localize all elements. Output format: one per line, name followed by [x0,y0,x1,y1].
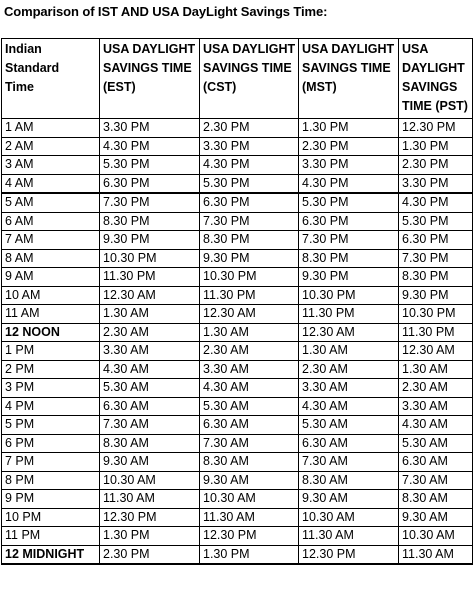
cst-cell: 5.30 AM [200,397,299,416]
ist-cell: 4 PM [2,397,100,416]
pst-cell: 6.30 PM [399,231,473,250]
mst-cell: 3.30 PM [299,156,399,175]
mst-cell: 12.30 AM [299,323,399,342]
pst-cell: 11.30 AM [399,545,473,564]
cst-cell: 2.30 AM [200,342,299,361]
est-cell: 10.30 PM [100,249,200,268]
est-cell: 4.30 AM [100,360,200,379]
pst-cell: 2.30 AM [399,379,473,398]
table-row [2,156,473,175]
ist-cell: 5 AM [2,193,100,212]
table-row [2,490,473,509]
cst-cell: 8.30 PM [200,231,299,250]
ist-cell: 11 AM [2,305,100,324]
header-mst [299,39,399,119]
mst-cell: 11.30 PM [299,305,399,324]
cst-cell: 10.30 AM [200,490,299,509]
ist-cell: 9 PM [2,490,100,509]
table-row [2,360,473,379]
ist-cell: 7 PM [2,453,100,472]
mst-cell: 9.30 AM [299,490,399,509]
est-cell: 7.30 AM [100,416,200,435]
table-row [2,231,473,250]
est-cell: 9.30 AM [100,453,200,472]
ist-cell: 8 PM [2,471,100,490]
table-row [2,342,473,361]
header-line: SAVINGS [402,80,458,94]
table-row [2,323,473,342]
ist-cell: 1 PM [2,342,100,361]
mst-cell: 7.30 PM [299,231,399,250]
cst-cell: 7.30 AM [200,434,299,453]
table-row [2,286,473,305]
pst-cell: 4.30 AM [399,416,473,435]
header-line: (CST) [203,80,237,94]
table-row [2,268,473,287]
header-line: SAVINGS TIME [302,61,391,75]
table-row [2,174,473,193]
pst-cell: 7.30 PM [399,249,473,268]
table-row [2,434,473,453]
header-est [100,39,200,119]
est-cell: 2.30 PM [100,545,200,564]
pst-cell: 3.30 PM [399,174,473,193]
mst-cell: 8.30 PM [299,249,399,268]
cst-cell: 9.30 AM [200,471,299,490]
cst-cell: 1.30 PM [200,545,299,564]
est-cell: 1.30 AM [100,305,200,324]
ist-cell: 5 PM [2,416,100,435]
mst-cell: 5.30 PM [299,193,399,212]
pst-cell: 9.30 AM [399,508,473,527]
header-line: USA DAYLIGHT [302,42,395,56]
pst-cell: 12.30 AM [399,342,473,361]
pst-cell: 8.30 AM [399,490,473,509]
cst-cell: 6.30 AM [200,416,299,435]
est-cell: 7.30 PM [100,193,200,212]
pst-cell: 3.30 AM [399,397,473,416]
est-cell: 12.30 PM [100,508,200,527]
table-row [2,416,473,435]
table-row [2,137,473,156]
table-row [2,379,473,398]
table-row [2,249,473,268]
mst-cell: 11.30 AM [299,527,399,546]
pst-cell: 6.30 AM [399,453,473,472]
est-cell: 1.30 PM [100,527,200,546]
ist-cell: 3 AM [2,156,100,175]
est-cell: 10.30 AM [100,471,200,490]
header-row [2,39,473,119]
pst-cell: 7.30 AM [399,471,473,490]
mst-cell: 10.30 AM [299,508,399,527]
header-line: USA DAYLIGHT [103,42,196,56]
cst-cell: 6.30 PM [200,193,299,212]
ist-cell: 10 AM [2,286,100,305]
ist-cell: 9 AM [2,268,100,287]
mst-cell: 4.30 PM [299,174,399,193]
table-row [2,545,473,564]
cst-cell: 12.30 PM [200,527,299,546]
mst-cell: 12.30 PM [299,545,399,564]
pst-cell: 1.30 PM [399,137,473,156]
cst-cell: 3.30 AM [200,360,299,379]
header-line: Indian Standard [5,42,60,75]
mst-cell: 4.30 AM [299,397,399,416]
cst-cell: 1.30 AM [200,323,299,342]
est-cell: 3.30 AM [100,342,200,361]
est-cell: 4.30 PM [100,137,200,156]
ist-cell: 12 MIDNIGHT [2,545,100,564]
ist-cell: 2 AM [2,137,100,156]
mst-cell: 2.30 AM [299,360,399,379]
est-cell: 11.30 PM [100,268,200,287]
est-cell: 9.30 PM [100,231,200,250]
est-cell: 11.30 AM [100,490,200,509]
ist-cell: 6 PM [2,434,100,453]
cst-cell: 12.30 AM [200,305,299,324]
ist-cell: 6 AM [2,212,100,231]
header-pst [399,39,473,119]
mst-cell: 2.30 PM [299,137,399,156]
cst-cell: 4.30 AM [200,379,299,398]
cst-cell: 9.30 PM [200,249,299,268]
est-cell: 8.30 AM [100,434,200,453]
ist-cell: 11 PM [2,527,100,546]
cst-cell: 3.30 PM [200,137,299,156]
table-row [2,305,473,324]
pst-cell: 10.30 PM [399,305,473,324]
header-line: USA DAYLIGHT [203,42,296,56]
est-cell: 5.30 AM [100,379,200,398]
mst-cell: 1.30 AM [299,342,399,361]
mst-cell: 9.30 PM [299,268,399,287]
mst-cell: 1.30 PM [299,119,399,138]
mst-cell: 7.30 AM [299,453,399,472]
pst-cell: 5.30 PM [399,212,473,231]
cst-cell: 2.30 PM [200,119,299,138]
table-row [2,397,473,416]
pst-cell: 12.30 PM [399,119,473,138]
cst-cell: 4.30 PM [200,156,299,175]
header-line: TIME (PST) [402,99,468,113]
table-row [2,212,473,231]
header-line: SAVINGS TIME [103,61,192,75]
header-line: (MST) [302,80,337,94]
cst-cell: 11.30 PM [200,286,299,305]
header-line: SAVINGS TIME [203,61,292,75]
ist-cell: 4 AM [2,174,100,193]
table-body [2,119,473,565]
pst-cell: 5.30 AM [399,434,473,453]
header-line: USA [402,42,429,56]
ist-cell: 10 PM [2,508,100,527]
table-row [2,471,473,490]
pst-cell: 8.30 PM [399,268,473,287]
est-cell: 6.30 AM [100,397,200,416]
cst-cell: 7.30 PM [200,212,299,231]
ist-cell: 2 PM [2,360,100,379]
pst-cell: 4.30 PM [399,193,473,212]
mst-cell: 10.30 PM [299,286,399,305]
mst-cell: 5.30 AM [299,416,399,435]
header-line: DAYLIGHT [402,61,465,75]
pst-cell: 11.30 PM [399,323,473,342]
est-cell: 8.30 PM [100,212,200,231]
document-title: Comparison of IST AND USA DayLight Savings Time: [4,4,328,19]
cst-cell: 8.30 AM [200,453,299,472]
cst-cell: 11.30 AM [200,508,299,527]
est-cell: 12.30 AM [100,286,200,305]
table-row [2,193,473,212]
ist-cell: 8 AM [2,249,100,268]
mst-cell: 6.30 PM [299,212,399,231]
table-row [2,508,473,527]
time-comparison-table [1,38,473,565]
ist-cell: 7 AM [2,231,100,250]
mst-cell: 3.30 AM [299,379,399,398]
pst-cell: 10.30 AM [399,527,473,546]
est-cell: 3.30 PM [100,119,200,138]
header-line: (EST) [103,80,136,94]
table-row [2,119,473,138]
pst-cell: 1.30 AM [399,360,473,379]
mst-cell: 8.30 AM [299,471,399,490]
ist-cell: 12 NOON [2,323,100,342]
cst-cell: 10.30 PM [200,268,299,287]
est-cell: 2.30 AM [100,323,200,342]
header-ist [2,39,100,119]
pst-cell: 2.30 PM [399,156,473,175]
table-row [2,527,473,546]
est-cell: 6.30 PM [100,174,200,193]
cst-cell: 5.30 PM [200,174,299,193]
header-line: Time [5,80,34,94]
pst-cell: 9.30 PM [399,286,473,305]
ist-cell: 1 AM [2,119,100,138]
table-row [2,453,473,472]
mst-cell: 6.30 AM [299,434,399,453]
header-cst [200,39,299,119]
est-cell: 5.30 PM [100,156,200,175]
ist-cell: 3 PM [2,379,100,398]
